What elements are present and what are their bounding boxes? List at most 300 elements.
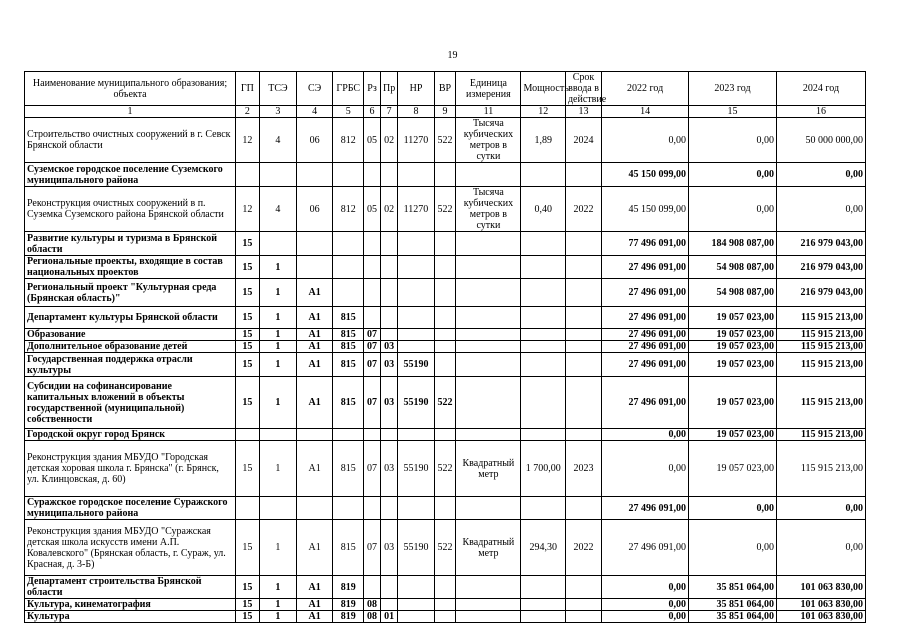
cell-rz xyxy=(364,497,381,520)
cell-capacity xyxy=(521,497,565,520)
cell-capacity: 294,30 xyxy=(521,520,565,576)
cell-grbs: 815 xyxy=(333,353,364,377)
cell-y2022: 27 496 091,00 xyxy=(602,279,689,307)
cell-rz xyxy=(364,232,381,256)
header-2022: 2022 год xyxy=(602,72,689,106)
cell-unit xyxy=(456,576,521,599)
cell-y2024: 115 915 213,00 xyxy=(776,341,865,353)
cell-unit xyxy=(456,341,521,353)
cell-grbs: 815 xyxy=(333,520,364,576)
cell-y2022: 27 496 091,00 xyxy=(602,353,689,377)
cell-y2023: 35 851 064,00 xyxy=(689,611,777,623)
cell-capacity: 1,89 xyxy=(521,118,565,163)
cell-capacity: 0,40 xyxy=(521,187,565,232)
cell-y2024: 0,00 xyxy=(776,187,865,232)
cell-y2023: 0,00 xyxy=(689,118,777,163)
cell-vr: 522 xyxy=(434,377,456,429)
cell-gp: 15 xyxy=(236,576,260,599)
cell-y2023: 19 057 023,00 xyxy=(689,329,777,341)
cell-capacity xyxy=(521,611,565,623)
cell-name: Дополнительное образование детей xyxy=(25,341,236,353)
cell-grbs xyxy=(333,279,364,307)
cell-grbs xyxy=(333,429,364,441)
cell-y2022: 0,00 xyxy=(602,118,689,163)
cell-unit: Квадратный метр xyxy=(456,520,521,576)
cell-gp: 15 xyxy=(236,341,260,353)
cell-term xyxy=(565,279,601,307)
cell-rz: 07 xyxy=(364,341,381,353)
cell-vr xyxy=(434,307,456,329)
cell-y2023: 184 908 087,00 xyxy=(689,232,777,256)
table-header-row xyxy=(25,72,866,106)
column-number: 13 xyxy=(565,106,601,118)
cell-name: Суражское городское поселение Суражского муниципального района xyxy=(25,497,236,520)
table-row xyxy=(25,377,866,429)
cell-tse: 1 xyxy=(259,353,296,377)
cell-gp: 15 xyxy=(236,279,260,307)
cell-tse: 1 xyxy=(259,520,296,576)
cell-unit xyxy=(456,163,521,187)
cell-term xyxy=(565,353,601,377)
cell-capacity xyxy=(521,353,565,377)
cell-name: Реконструкция очистных сооружений в п. Суземка Суземского района Брянской области xyxy=(25,187,236,232)
cell-pr xyxy=(380,329,398,341)
cell-rz: 07 xyxy=(364,353,381,377)
cell-name: Культура xyxy=(25,611,236,623)
cell-se xyxy=(297,163,333,187)
cell-y2024: 115 915 213,00 xyxy=(776,307,865,329)
cell-capacity xyxy=(521,429,565,441)
cell-vr xyxy=(434,256,456,279)
cell-name: Суземское городское поселение Суземского муниципального района xyxy=(25,163,236,187)
cell-gp: 15 xyxy=(236,441,260,497)
cell-capacity xyxy=(521,599,565,611)
cell-nr: 55190 xyxy=(398,520,434,576)
cell-name: Культура, кинематография xyxy=(25,599,236,611)
cell-nr xyxy=(398,576,434,599)
cell-y2023: 0,00 xyxy=(689,187,777,232)
cell-gp: 12 xyxy=(236,118,260,163)
header-rz: Рз xyxy=(364,72,381,106)
cell-vr xyxy=(434,163,456,187)
table-row xyxy=(25,497,866,520)
cell-y2022: 0,00 xyxy=(602,576,689,599)
cell-nr xyxy=(398,307,434,329)
cell-name: Департамент культуры Брянской области xyxy=(25,307,236,329)
cell-term: 2023 xyxy=(565,441,601,497)
cell-gp: 15 xyxy=(236,377,260,429)
cell-capacity: 1 700,00 xyxy=(521,441,565,497)
cell-se xyxy=(297,256,333,279)
cell-y2024: 115 915 213,00 xyxy=(776,429,865,441)
cell-rz xyxy=(364,163,381,187)
cell-grbs: 812 xyxy=(333,187,364,232)
cell-gp: 15 xyxy=(236,256,260,279)
header-vr: ВР xyxy=(434,72,456,106)
cell-rz: 08 xyxy=(364,599,381,611)
cell-term xyxy=(565,497,601,520)
cell-vr: 522 xyxy=(434,441,456,497)
cell-y2022: 27 496 091,00 xyxy=(602,520,689,576)
cell-pr: 03 xyxy=(380,353,398,377)
cell-tse: 4 xyxy=(259,187,296,232)
table-row xyxy=(25,232,866,256)
cell-se: А1 xyxy=(297,576,333,599)
cell-y2023: 19 057 023,00 xyxy=(689,307,777,329)
cell-y2024: 216 979 043,00 xyxy=(776,279,865,307)
cell-y2024: 101 063 830,00 xyxy=(776,599,865,611)
cell-term xyxy=(565,599,601,611)
cell-pr xyxy=(380,232,398,256)
cell-y2022: 27 496 091,00 xyxy=(602,307,689,329)
cell-grbs: 815 xyxy=(333,307,364,329)
cell-grbs xyxy=(333,163,364,187)
cell-name: Департамент строительства Брянской области xyxy=(25,576,236,599)
cell-gp: 15 xyxy=(236,329,260,341)
cell-tse: 1 xyxy=(259,307,296,329)
table-row xyxy=(25,429,866,441)
cell-grbs xyxy=(333,497,364,520)
cell-pr: 03 xyxy=(380,520,398,576)
cell-y2024: 115 915 213,00 xyxy=(776,441,865,497)
cell-vr: 522 xyxy=(434,520,456,576)
cell-vr xyxy=(434,576,456,599)
cell-name: Реконструкция здания МБУДО "Суражская детская школа искусств имени А.П. Ковалевского" (Брянская область, г. Сураж, ул. Красная, д. 3-Б) xyxy=(25,520,236,576)
cell-unit xyxy=(456,599,521,611)
cell-gp: 12 xyxy=(236,187,260,232)
header-nr: НР xyxy=(398,72,434,106)
cell-pr xyxy=(380,576,398,599)
column-number: 3 xyxy=(259,106,296,118)
header-name: Наименование муниципального образования; объекта xyxy=(25,72,236,106)
cell-grbs xyxy=(333,256,364,279)
cell-unit: Тысяча кубических метров в сутки xyxy=(456,118,521,163)
header-term: Срок ввода в действие xyxy=(565,72,601,106)
table-row xyxy=(25,329,866,341)
cell-y2022: 45 150 099,00 xyxy=(602,187,689,232)
cell-tse: 1 xyxy=(259,329,296,341)
cell-rz: 07 xyxy=(364,377,381,429)
cell-tse: 4 xyxy=(259,118,296,163)
cell-capacity xyxy=(521,307,565,329)
page-number: 19 xyxy=(447,50,458,61)
column-number: 16 xyxy=(776,106,865,118)
cell-nr xyxy=(398,599,434,611)
cell-tse: 1 xyxy=(259,256,296,279)
cell-rz: 07 xyxy=(364,441,381,497)
cell-capacity xyxy=(521,329,565,341)
cell-gp xyxy=(236,497,260,520)
cell-y2024: 115 915 213,00 xyxy=(776,329,865,341)
header-pr: Пр xyxy=(380,72,398,106)
cell-nr xyxy=(398,232,434,256)
cell-pr xyxy=(380,599,398,611)
cell-nr xyxy=(398,329,434,341)
cell-y2022: 27 496 091,00 xyxy=(602,329,689,341)
cell-nr xyxy=(398,429,434,441)
column-number: 6 xyxy=(364,106,381,118)
cell-term xyxy=(565,163,601,187)
cell-grbs: 815 xyxy=(333,341,364,353)
cell-capacity xyxy=(521,377,565,429)
cell-gp: 15 xyxy=(236,232,260,256)
cell-se: А1 xyxy=(297,441,333,497)
cell-vr: 522 xyxy=(434,118,456,163)
cell-vr xyxy=(434,429,456,441)
cell-nr: 11270 xyxy=(398,187,434,232)
header-grbs: ГРБС xyxy=(333,72,364,106)
cell-capacity xyxy=(521,279,565,307)
cell-vr xyxy=(434,329,456,341)
cell-term xyxy=(565,232,601,256)
column-number: 8 xyxy=(398,106,434,118)
cell-se: А1 xyxy=(297,377,333,429)
header-unit: Единица измерения xyxy=(456,72,521,106)
cell-y2023: 35 851 064,00 xyxy=(689,576,777,599)
table-row xyxy=(25,163,866,187)
cell-nr xyxy=(398,256,434,279)
cell-grbs: 819 xyxy=(333,611,364,623)
cell-y2022: 45 150 099,00 xyxy=(602,163,689,187)
cell-se: А1 xyxy=(297,279,333,307)
cell-y2023: 19 057 023,00 xyxy=(689,353,777,377)
cell-unit xyxy=(456,611,521,623)
column-number: 5 xyxy=(333,106,364,118)
cell-y2022: 0,00 xyxy=(602,441,689,497)
cell-capacity xyxy=(521,232,565,256)
cell-unit xyxy=(456,497,521,520)
cell-grbs: 812 xyxy=(333,118,364,163)
cell-name: Субсидии на софинансирование капитальных вложений в объекты государственной (муниципальной) собственности xyxy=(25,377,236,429)
cell-tse: 1 xyxy=(259,611,296,623)
cell-rz: 05 xyxy=(364,187,381,232)
cell-term xyxy=(565,611,601,623)
cell-se xyxy=(297,429,333,441)
cell-y2023: 19 057 023,00 xyxy=(689,429,777,441)
cell-term xyxy=(565,341,601,353)
column-number: 2 xyxy=(236,106,260,118)
cell-pr xyxy=(380,163,398,187)
cell-nr: 11270 xyxy=(398,118,434,163)
cell-nr xyxy=(398,163,434,187)
header-tse: ТСЭ xyxy=(259,72,296,106)
cell-unit xyxy=(456,256,521,279)
cell-capacity xyxy=(521,576,565,599)
cell-term: 2022 xyxy=(565,187,601,232)
cell-nr xyxy=(398,611,434,623)
cell-tse: 1 xyxy=(259,377,296,429)
cell-rz xyxy=(364,576,381,599)
cell-rz xyxy=(364,429,381,441)
cell-tse: 1 xyxy=(259,279,296,307)
cell-nr: 55190 xyxy=(398,377,434,429)
cell-y2022: 0,00 xyxy=(602,611,689,623)
cell-grbs: 819 xyxy=(333,576,364,599)
cell-se: 06 xyxy=(297,187,333,232)
cell-pr xyxy=(380,307,398,329)
cell-grbs: 815 xyxy=(333,441,364,497)
cell-rz xyxy=(364,279,381,307)
cell-y2023: 0,00 xyxy=(689,520,777,576)
cell-tse xyxy=(259,163,296,187)
cell-nr: 55190 xyxy=(398,353,434,377)
cell-y2023: 19 057 023,00 xyxy=(689,377,777,429)
cell-unit xyxy=(456,279,521,307)
cell-y2023: 0,00 xyxy=(689,497,777,520)
cell-se: А1 xyxy=(297,353,333,377)
cell-rz xyxy=(364,307,381,329)
cell-term xyxy=(565,377,601,429)
cell-nr: 55190 xyxy=(398,441,434,497)
cell-y2024: 0,00 xyxy=(776,163,865,187)
cell-y2024: 101 063 830,00 xyxy=(776,611,865,623)
cell-tse: 1 xyxy=(259,441,296,497)
cell-pr xyxy=(380,429,398,441)
cell-unit xyxy=(456,232,521,256)
cell-grbs: 819 xyxy=(333,599,364,611)
cell-y2022: 27 496 091,00 xyxy=(602,497,689,520)
cell-term xyxy=(565,429,601,441)
cell-unit: Тысяча кубических метров в сутки xyxy=(456,187,521,232)
cell-pr: 03 xyxy=(380,441,398,497)
cell-pr xyxy=(380,279,398,307)
table-row xyxy=(25,353,866,377)
cell-name: Городской округ город Брянск xyxy=(25,429,236,441)
cell-name: Региональные проекты, входящие в состав национальных проектов xyxy=(25,256,236,279)
cell-term xyxy=(565,307,601,329)
cell-se: А1 xyxy=(297,329,333,341)
cell-gp: 15 xyxy=(236,611,260,623)
column-number: 14 xyxy=(602,106,689,118)
cell-pr: 02 xyxy=(380,118,398,163)
cell-se: А1 xyxy=(297,611,333,623)
table-row xyxy=(25,187,866,232)
cell-gp xyxy=(236,163,260,187)
table-row xyxy=(25,611,866,623)
cell-y2023: 19 057 023,00 xyxy=(689,341,777,353)
cell-name: Реконструкция здания МБУДО "Городская детская хоровая школа г. Брянска" (г. Брянск, ул. Клинцовская, д. 60) xyxy=(25,441,236,497)
cell-term xyxy=(565,329,601,341)
table-row xyxy=(25,256,866,279)
cell-grbs: 815 xyxy=(333,377,364,429)
column-number-row xyxy=(25,106,866,118)
cell-term: 2022 xyxy=(565,520,601,576)
cell-tse: 1 xyxy=(259,599,296,611)
cell-vr xyxy=(434,279,456,307)
cell-y2022: 0,00 xyxy=(602,429,689,441)
header-gp: ГП xyxy=(236,72,260,106)
cell-vr xyxy=(434,497,456,520)
column-number: 11 xyxy=(456,106,521,118)
cell-se xyxy=(297,497,333,520)
cell-rz xyxy=(364,256,381,279)
header-capacity: Мощность xyxy=(521,72,565,106)
cell-grbs: 815 xyxy=(333,329,364,341)
cell-pr: 03 xyxy=(380,377,398,429)
cell-y2024: 115 915 213,00 xyxy=(776,353,865,377)
column-number: 15 xyxy=(689,106,777,118)
cell-unit xyxy=(456,329,521,341)
table-body xyxy=(25,118,866,623)
cell-y2024: 0,00 xyxy=(776,497,865,520)
cell-vr xyxy=(434,599,456,611)
cell-pr: 02 xyxy=(380,187,398,232)
cell-name: Региональный проект "Культурная среда (Брянская область)" xyxy=(25,279,236,307)
cell-tse xyxy=(259,429,296,441)
cell-rz: 05 xyxy=(364,118,381,163)
cell-term xyxy=(565,576,601,599)
cell-name: Строительство очистных сооружений в г. Севск Брянской области xyxy=(25,118,236,163)
column-number: 12 xyxy=(521,106,565,118)
header-se: СЭ xyxy=(297,72,333,106)
cell-term: 2024 xyxy=(565,118,601,163)
table-row xyxy=(25,279,866,307)
cell-y2024: 216 979 043,00 xyxy=(776,256,865,279)
cell-vr xyxy=(434,611,456,623)
cell-unit xyxy=(456,377,521,429)
cell-pr: 03 xyxy=(380,341,398,353)
cell-nr xyxy=(398,497,434,520)
cell-gp xyxy=(236,429,260,441)
cell-nr xyxy=(398,279,434,307)
cell-unit xyxy=(456,429,521,441)
cell-gp: 15 xyxy=(236,307,260,329)
cell-unit xyxy=(456,307,521,329)
column-number: 7 xyxy=(380,106,398,118)
cell-pr: 01 xyxy=(380,611,398,623)
header-2023: 2023 год xyxy=(689,72,777,106)
cell-y2023: 35 851 064,00 xyxy=(689,599,777,611)
cell-vr xyxy=(434,232,456,256)
cell-name: Развитие культуры и туризма в Брянской области xyxy=(25,232,236,256)
cell-tse xyxy=(259,497,296,520)
cell-y2024: 0,00 xyxy=(776,520,865,576)
cell-pr xyxy=(380,256,398,279)
cell-y2024: 101 063 830,00 xyxy=(776,576,865,599)
table-row xyxy=(25,441,866,497)
cell-y2023: 0,00 xyxy=(689,163,777,187)
cell-rz: 07 xyxy=(364,520,381,576)
cell-gp: 15 xyxy=(236,599,260,611)
cell-se: А1 xyxy=(297,520,333,576)
cell-y2024: 115 915 213,00 xyxy=(776,377,865,429)
cell-nr xyxy=(398,341,434,353)
cell-pr xyxy=(380,497,398,520)
table-row xyxy=(25,576,866,599)
column-number: 9 xyxy=(434,106,456,118)
cell-y2023: 54 908 087,00 xyxy=(689,279,777,307)
cell-y2022: 27 496 091,00 xyxy=(602,256,689,279)
cell-term xyxy=(565,256,601,279)
cell-unit xyxy=(456,353,521,377)
cell-capacity xyxy=(521,341,565,353)
table-row xyxy=(25,118,866,163)
cell-vr: 522 xyxy=(434,187,456,232)
cell-y2022: 0,00 xyxy=(602,599,689,611)
cell-grbs xyxy=(333,232,364,256)
table-row xyxy=(25,599,866,611)
cell-y2023: 19 057 023,00 xyxy=(689,441,777,497)
cell-rz: 08 xyxy=(364,611,381,623)
cell-capacity xyxy=(521,163,565,187)
cell-gp: 15 xyxy=(236,520,260,576)
column-number: 4 xyxy=(297,106,333,118)
table-row xyxy=(25,520,866,576)
cell-gp: 15 xyxy=(236,353,260,377)
cell-y2023: 54 908 087,00 xyxy=(689,256,777,279)
cell-se: А1 xyxy=(297,341,333,353)
cell-vr xyxy=(434,353,456,377)
